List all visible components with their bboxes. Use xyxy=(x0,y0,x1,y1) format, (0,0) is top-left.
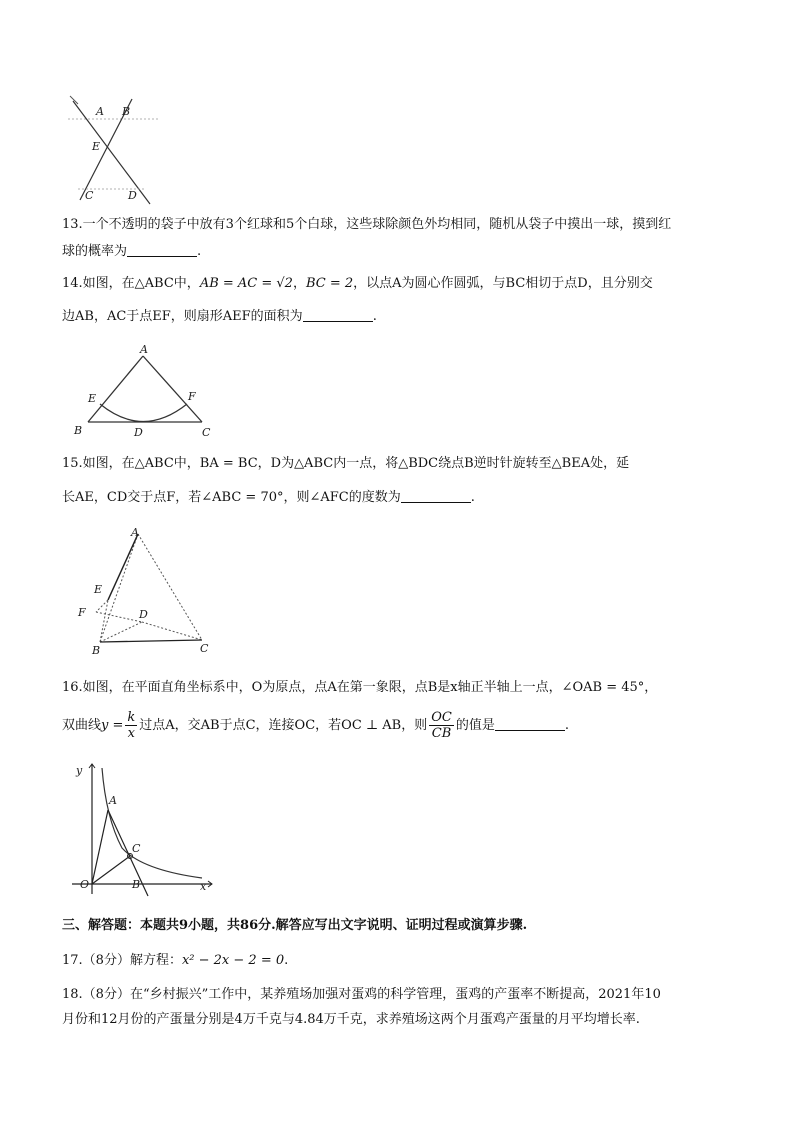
q17-end: . xyxy=(284,953,289,968)
figure-hyperbola-coordinates xyxy=(62,758,222,898)
fig14-label-f: F xyxy=(188,390,196,403)
q14-line-1 xyxy=(62,274,742,294)
q13-end: . xyxy=(197,244,202,259)
fig16-label-a: A xyxy=(109,794,117,807)
q14-end: . xyxy=(372,309,377,324)
q15-line-1: 15.如图，在△ABC中，BA = BC，D为△ABC内一点，将△BDC绕点B逆时针旋转至△BEA处，延 xyxy=(62,456,630,471)
q16-y: y = xyxy=(101,718,124,733)
q14-answer-blank[interactable] xyxy=(303,307,373,322)
q15-end: . xyxy=(470,490,475,505)
fig12-label-b: B xyxy=(122,105,131,118)
fig15-label-a: A xyxy=(131,526,139,539)
fig16-label-y: y xyxy=(76,764,83,777)
fig16-label-x: x xyxy=(200,880,207,893)
q15-text: 长AE，CD交于点F，若∠ABC = 70°，则∠AFC的度数为 xyxy=(62,490,401,505)
q14-text: 边AB，AC于点EF，则扇形AEF的面积为 xyxy=(62,309,303,324)
q15-answer-blank[interactable] xyxy=(401,488,471,503)
fig16-label-c: C xyxy=(132,842,141,855)
q13-line-1: 13.一个不透明的袋子中放有3个红球和5个白球，这些球除颜色外均相同，随机从袋子中摸出一球，摸到红 xyxy=(62,217,672,232)
q14-line-2 xyxy=(62,307,742,327)
fig14-label-d: D xyxy=(134,426,143,439)
fig12-label-d: D xyxy=(128,189,137,202)
fig15-label-c: C xyxy=(200,642,209,655)
fig16-label-o: O xyxy=(80,878,90,891)
q16-answer-blank[interactable] xyxy=(495,716,565,731)
q17-prefix: 17.（8分）解方程： xyxy=(62,953,182,968)
q16-oc-over-cb: $\frac{OC}{CB}$ xyxy=(431,710,452,741)
fig15-label-d: D xyxy=(139,608,148,621)
fig16-label-b: B xyxy=(132,878,141,891)
fig15-label-e: E xyxy=(94,583,103,596)
q13-line-2 xyxy=(62,242,742,262)
fig12-label-a: A xyxy=(96,105,104,118)
fig12-label-c: C xyxy=(85,189,94,202)
q16-line-2 xyxy=(62,710,742,742)
fig14-label-a: A xyxy=(140,343,148,356)
q16-line-1: 16.如图，在平面直角坐标系中，O为原点，点A在第一象限，点B是x轴正半轴上一点，∠OAB = 45°， xyxy=(62,680,658,695)
q16-post: 的值是 xyxy=(455,718,495,733)
q13-text: 球的概率为 xyxy=(62,244,128,259)
fig15-label-b: B xyxy=(92,644,101,657)
q14-sep: ， xyxy=(292,276,306,291)
q13-answer-blank[interactable] xyxy=(127,242,197,257)
q16-pre: 双曲线 xyxy=(62,718,102,733)
fig14-label-b: B xyxy=(74,424,83,437)
q16-end: . xyxy=(564,718,569,733)
q18-line-1: 18.（8分）在“乡村振兴”工作中，某养殖场加强对蛋鸡的科学管理，蛋鸡的产蛋率不断提高，2021年10 xyxy=(62,987,661,1002)
q14-rest: ，以点A为圆心作圆弧，与BC相切于点D，且分别交 xyxy=(353,276,653,291)
q15-line-2 xyxy=(62,488,742,508)
fig15-label-f: F xyxy=(78,606,86,619)
figure-rotated-triangle xyxy=(72,524,222,659)
q16-k-over-x: $\frac{k}{x}$ xyxy=(127,710,136,741)
q14-equation-1: AB = AC = √2 xyxy=(199,276,293,291)
q14-prefix: 14.如图，在△ABC中， xyxy=(62,276,200,291)
fig14-label-c: C xyxy=(202,426,211,439)
fig14-label-e: E xyxy=(88,392,97,405)
q16-mid: 过点A，交AB于点C，连接OC，若OC ⊥ AB，则 xyxy=(139,718,428,733)
fig12-label-e: E xyxy=(92,140,101,153)
q18-line-2: 月份和12月份的产蛋量分别是4万千克与4.84万千克，求养殖场这两个月蛋鸡产蛋量的月平均增长率. xyxy=(62,1012,640,1027)
section-3-heading: 三、解答题：本题共9小题，共86分.解答应写出文字说明、证明过程或演算步骤. xyxy=(62,918,528,933)
q17-equation: x² − 2x − 2 = 0 xyxy=(181,953,285,968)
q14-equation-2: BC = 2 xyxy=(305,276,354,291)
q17-line xyxy=(62,951,742,971)
figure-intersecting-lines xyxy=(68,96,158,206)
figure-triangle-sector xyxy=(70,344,220,440)
